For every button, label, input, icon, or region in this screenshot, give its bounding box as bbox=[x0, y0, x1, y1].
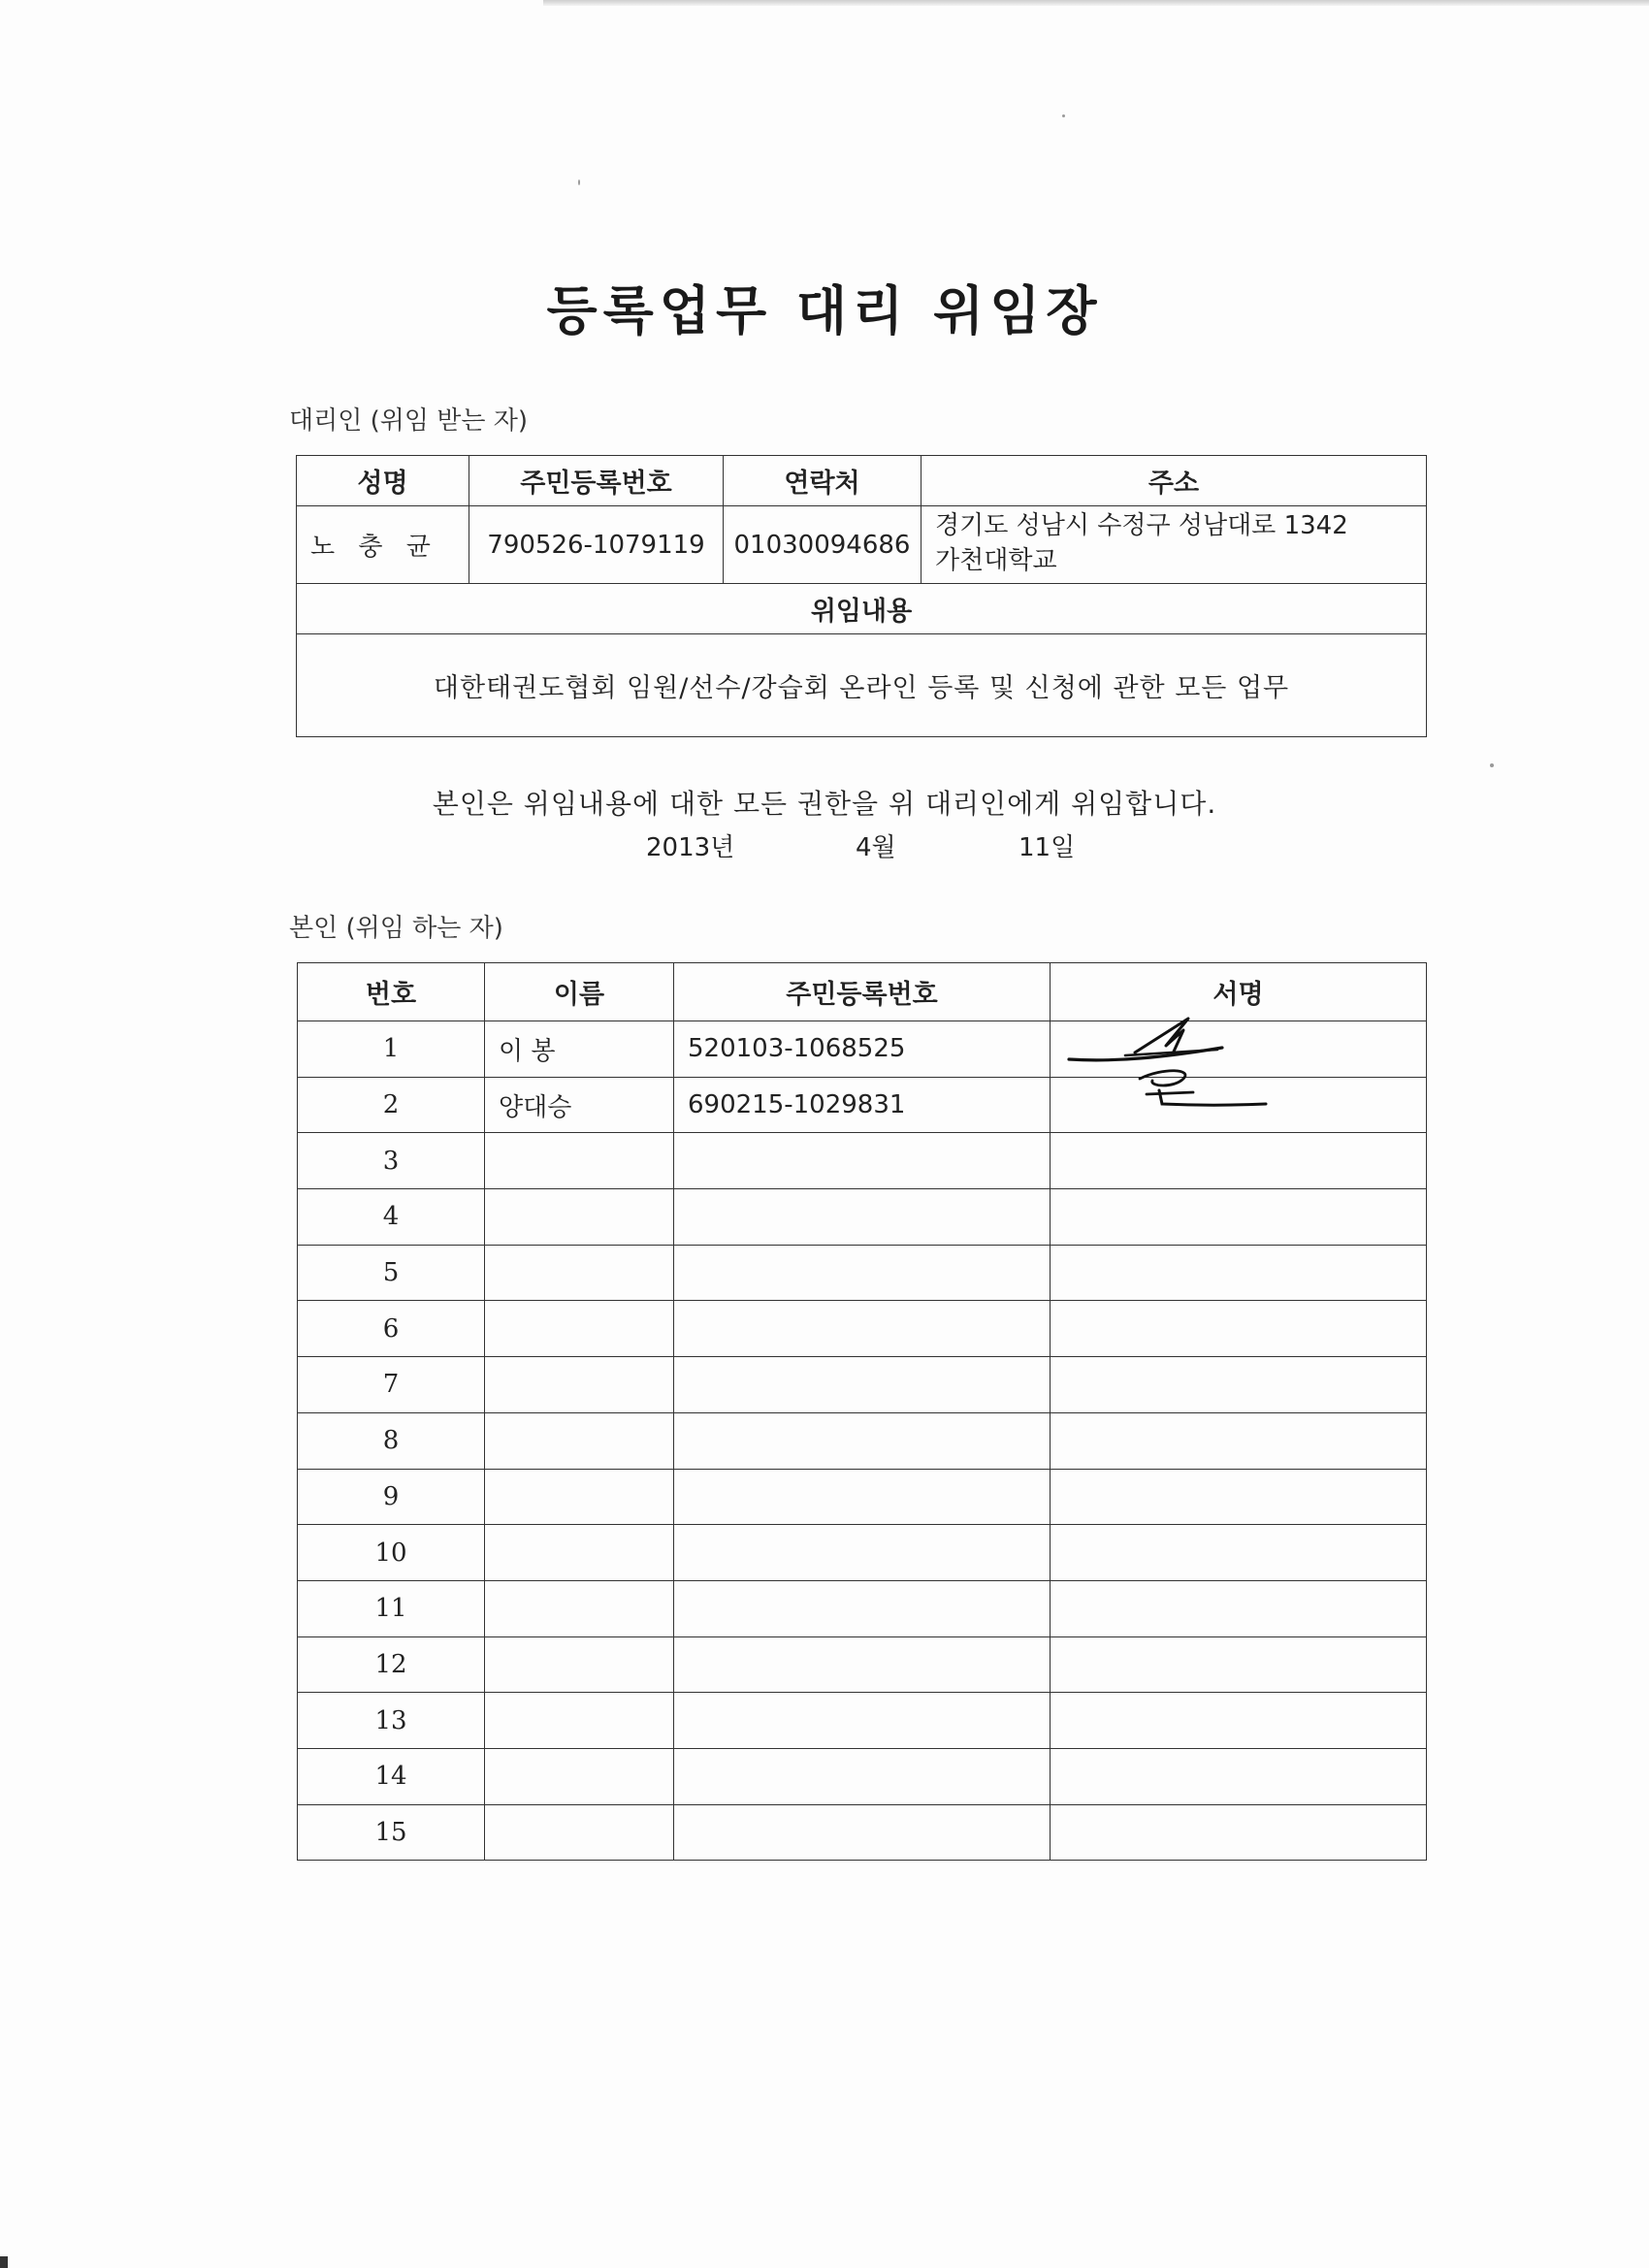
row-resident-id bbox=[674, 1301, 1051, 1357]
row-signature bbox=[1051, 1189, 1427, 1246]
principal-row bbox=[298, 1748, 1427, 1804]
row-name bbox=[485, 1636, 674, 1693]
agent-resident-id: 790526-1079119 bbox=[469, 506, 724, 584]
principal-row bbox=[298, 1469, 1427, 1525]
row-signature bbox=[1051, 1580, 1427, 1636]
header-number: 번호 bbox=[298, 963, 485, 1021]
row-signature bbox=[1051, 1357, 1427, 1413]
mandate-body-row bbox=[297, 634, 1427, 737]
principal-row bbox=[298, 1636, 1427, 1693]
row-number: 1 bbox=[298, 1021, 485, 1078]
row-signature bbox=[1051, 1525, 1427, 1581]
scan-speck bbox=[1062, 114, 1065, 117]
agent-address-line2: 가천대학교 bbox=[935, 546, 1057, 575]
date-month: 4월 bbox=[856, 833, 896, 862]
row-name bbox=[485, 1580, 674, 1636]
row-resident-id bbox=[674, 1525, 1051, 1581]
row-resident-id bbox=[674, 1245, 1051, 1301]
row-number: 13 bbox=[298, 1693, 485, 1749]
row-number: 3 bbox=[298, 1133, 485, 1189]
row-name bbox=[485, 1301, 674, 1357]
row-name bbox=[485, 1525, 674, 1581]
row-number: 2 bbox=[298, 1077, 485, 1133]
row-number: 7 bbox=[298, 1357, 485, 1413]
row-signature bbox=[1051, 1636, 1427, 1693]
header-resident-id: 주민등록번호 bbox=[674, 963, 1051, 1021]
principal-row bbox=[298, 1357, 1427, 1413]
principal-row bbox=[298, 1525, 1427, 1581]
row-signature bbox=[1051, 1693, 1427, 1749]
row-signature bbox=[1051, 1804, 1427, 1861]
header-name: 이름 bbox=[485, 963, 674, 1021]
row-name bbox=[485, 1693, 674, 1749]
row-resident-id bbox=[674, 1748, 1051, 1804]
mandate-header-row bbox=[297, 584, 1427, 634]
date-year: 2013년 bbox=[646, 833, 735, 862]
row-signature bbox=[1051, 1301, 1427, 1357]
row-resident-id bbox=[674, 1189, 1051, 1246]
row-name bbox=[485, 1245, 674, 1301]
row-resident-id bbox=[674, 1412, 1051, 1469]
principal-row bbox=[298, 1693, 1427, 1749]
agent-data-row bbox=[297, 506, 1427, 584]
row-signature bbox=[1051, 1412, 1427, 1469]
row-number: 10 bbox=[298, 1525, 485, 1581]
delegation-statement: 본인은 위임내용에 대한 모든 권한을 위 대리인에게 위임합니다. bbox=[432, 788, 1217, 820]
agent-table bbox=[296, 455, 1427, 737]
row-name bbox=[485, 1804, 674, 1861]
row-number: 6 bbox=[298, 1301, 485, 1357]
row-signature bbox=[1051, 1469, 1427, 1525]
mandate-header: 위임내용 bbox=[297, 584, 1427, 634]
row-resident-id bbox=[674, 1636, 1051, 1693]
row-name bbox=[485, 1133, 674, 1189]
row-name bbox=[485, 1357, 674, 1413]
principal-row bbox=[298, 1804, 1427, 1861]
row-signature bbox=[1051, 1245, 1427, 1301]
principal-section-label: 본인 (위임 하는 자) bbox=[289, 914, 503, 943]
principal-row bbox=[298, 1301, 1427, 1357]
agent-header-row bbox=[297, 456, 1427, 506]
row-signature bbox=[1051, 1748, 1427, 1804]
scan-edge-shadow bbox=[543, 0, 1649, 6]
row-number: 5 bbox=[298, 1245, 485, 1301]
row-name bbox=[485, 1748, 674, 1804]
row-resident-id bbox=[674, 1580, 1051, 1636]
row-number: 9 bbox=[298, 1469, 485, 1525]
principal-row bbox=[298, 1189, 1427, 1246]
principal-row bbox=[298, 1245, 1427, 1301]
agent-address-line1: 경기도 성남시 수정구 성남대로 1342 bbox=[935, 511, 1348, 540]
header-resident-id: 주민등록번호 bbox=[469, 456, 724, 506]
scan-speck bbox=[1490, 763, 1494, 767]
row-name: 양대승 bbox=[485, 1077, 674, 1133]
header-contact: 연락처 bbox=[724, 456, 922, 506]
header-signature: 서명 bbox=[1051, 963, 1427, 1021]
header-address: 주소 bbox=[922, 456, 1427, 506]
row-number: 12 bbox=[298, 1636, 485, 1693]
row-name bbox=[485, 1469, 674, 1525]
mandate-text: 대한태권도협회 임원/선수/강습회 온라인 등록 및 신청에 관한 모든 업무 bbox=[297, 634, 1427, 737]
row-name bbox=[485, 1412, 674, 1469]
agent-contact: 01030094686 bbox=[724, 506, 922, 584]
scan-speck bbox=[578, 179, 580, 185]
row-resident-id bbox=[674, 1357, 1051, 1413]
date-day: 11일 bbox=[1018, 833, 1076, 862]
row-number: 14 bbox=[298, 1748, 485, 1804]
row-resident-id bbox=[674, 1693, 1051, 1749]
row-name bbox=[485, 1189, 674, 1246]
row-resident-id: 520103-1068525 bbox=[674, 1021, 1051, 1078]
row-resident-id bbox=[674, 1804, 1051, 1861]
row-resident-id bbox=[674, 1133, 1051, 1189]
header-name: 성명 bbox=[297, 456, 469, 506]
agent-address bbox=[922, 506, 1427, 584]
row-number: 15 bbox=[298, 1804, 485, 1861]
agent-name: 노 충 균 bbox=[297, 506, 469, 584]
principal-row bbox=[298, 1580, 1427, 1636]
row-number: 4 bbox=[298, 1189, 485, 1246]
agent-section-label: 대리인 (위임 받는 자) bbox=[289, 406, 529, 436]
row-name: 이 봉 bbox=[485, 1021, 674, 1078]
row-number: 11 bbox=[298, 1580, 485, 1636]
handwritten-signature bbox=[1057, 1009, 1290, 1145]
row-number: 8 bbox=[298, 1412, 485, 1469]
document-title: 등록업무 대리 위임장 bbox=[546, 279, 1103, 341]
row-resident-id: 690215-1029831 bbox=[674, 1077, 1051, 1133]
principal-row bbox=[298, 1412, 1427, 1469]
row-resident-id bbox=[674, 1469, 1051, 1525]
scan-corner-mark bbox=[0, 2256, 8, 2268]
